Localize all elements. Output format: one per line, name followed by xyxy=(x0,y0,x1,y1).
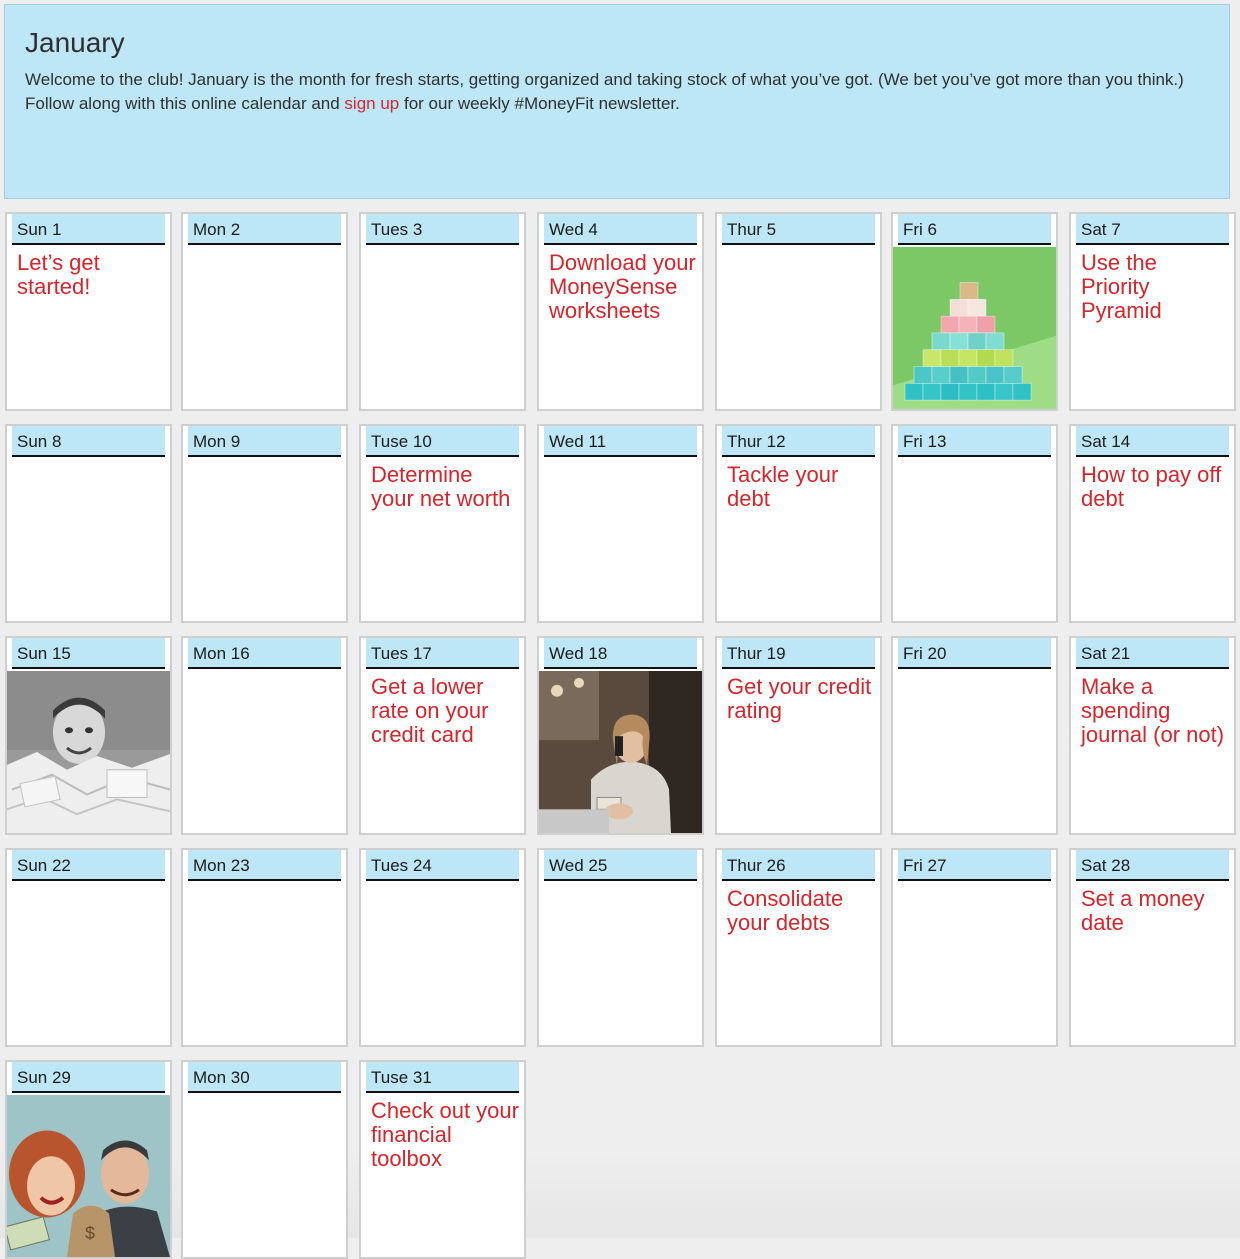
calendar-day-cell xyxy=(715,212,882,411)
day-label: Wed 11 xyxy=(549,432,607,451)
calendar-day-cell xyxy=(359,848,526,1047)
calendar-day-cell[interactable] xyxy=(1069,424,1236,623)
man-in-paperwork-photo[interactable] xyxy=(7,671,170,833)
day-header xyxy=(1076,426,1229,457)
day-label: Wed 18 xyxy=(549,644,608,663)
calendar-day-cell[interactable] xyxy=(359,636,526,835)
day-header xyxy=(188,426,341,457)
day-header xyxy=(12,638,165,669)
day-label: Mon 16 xyxy=(193,644,250,663)
calendar-day-cell xyxy=(181,636,348,835)
day-header xyxy=(722,426,875,457)
day-label: Fri 6 xyxy=(903,220,937,239)
day-label: Mon 9 xyxy=(193,432,241,451)
day-header xyxy=(544,426,697,457)
calendar-day-cell[interactable] xyxy=(1069,636,1236,835)
day-header xyxy=(898,850,1051,881)
day-topic-link[interactable]: Use the Priority Pyramid xyxy=(1081,250,1162,323)
calendar-day-cell[interactable] xyxy=(537,636,704,835)
intro-text-end: for our weekly #MoneyFit newsletter. xyxy=(399,94,680,113)
sign-up-link[interactable]: sign up xyxy=(344,94,400,113)
month-header xyxy=(4,4,1230,199)
calendar-day-cell[interactable] xyxy=(1069,848,1236,1047)
day-header xyxy=(722,850,875,881)
calendar-day-cell xyxy=(537,848,704,1047)
day-label: Sun 8 xyxy=(17,432,62,451)
day-label: Mon 23 xyxy=(193,856,250,875)
month-title: January xyxy=(25,27,125,58)
day-label: Sun 22 xyxy=(17,856,71,875)
calendar-day-cell xyxy=(891,636,1058,835)
day-label: Thur 26 xyxy=(727,856,786,875)
day-label: Tues 3 xyxy=(371,220,423,239)
day-topic-link[interactable]: Consolidate your debts xyxy=(727,886,844,935)
day-topic-link[interactable]: How to pay off debt xyxy=(1081,462,1222,511)
calendar-day-cell xyxy=(181,424,348,623)
day-label: Thur 19 xyxy=(727,644,786,663)
day-label: Tuse 31 xyxy=(371,1068,432,1087)
cube-pyramid-photo[interactable] xyxy=(893,247,1056,409)
day-header xyxy=(12,850,165,881)
day-header xyxy=(544,214,697,245)
day-topic-link[interactable]: Get your credit rating xyxy=(727,674,872,723)
day-topic-link[interactable]: Check out your financial toolbox xyxy=(371,1098,519,1171)
woman-on-phone-with-card-photo[interactable] xyxy=(539,671,702,833)
day-header xyxy=(722,638,875,669)
day-label: Fri 13 xyxy=(903,432,947,451)
svg-text:$: $ xyxy=(85,1223,96,1244)
day-label: Tuse 10 xyxy=(371,432,432,451)
day-label: Thur 5 xyxy=(727,220,777,239)
day-topic-link[interactable]: Make a spending journal (or not) xyxy=(1081,674,1225,747)
day-header xyxy=(544,850,697,881)
day-header xyxy=(366,214,519,245)
day-label: Tues 17 xyxy=(371,644,432,663)
calendar-day-cell[interactable] xyxy=(891,212,1058,411)
day-header xyxy=(366,850,519,881)
intro-text: Welcome to the club! January is the month for fresh starts, getting organized and taking stock of what you’ve got. (We bet you’ve got more than you think.) Follow along with this online calendar and xyxy=(25,70,1184,113)
day-topic-link[interactable]: Set a money date xyxy=(1081,886,1205,935)
day-header xyxy=(898,426,1051,457)
day-header xyxy=(722,214,875,245)
month-intro xyxy=(25,68,1205,116)
calendar-day-cell xyxy=(359,212,526,411)
day-label: Fri 20 xyxy=(903,644,947,663)
day-header xyxy=(366,638,519,669)
day-label: Sun 29 xyxy=(17,1068,71,1087)
day-header xyxy=(12,214,165,245)
day-label: Mon 2 xyxy=(193,220,241,239)
calendar-day-cell[interactable] xyxy=(359,1060,526,1259)
day-header xyxy=(898,214,1051,245)
day-label: Sat 21 xyxy=(1081,644,1131,663)
day-label: Sun 15 xyxy=(17,644,71,663)
day-header xyxy=(366,426,519,457)
calendar-day-cell xyxy=(891,424,1058,623)
calendar-day-cell[interactable] xyxy=(1069,212,1236,411)
calendar-day-cell[interactable] xyxy=(5,1060,172,1259)
day-header xyxy=(188,214,341,245)
day-header xyxy=(544,638,697,669)
day-header xyxy=(1076,214,1229,245)
day-header xyxy=(12,1062,165,1093)
day-topic-link[interactable]: Determine your net worth xyxy=(371,462,511,511)
day-topic-link[interactable]: Tackle your debt xyxy=(727,462,839,511)
day-label: Sat 28 xyxy=(1081,856,1131,875)
day-label: Wed 4 xyxy=(549,220,598,239)
day-header xyxy=(188,1062,341,1093)
calendar-day-cell[interactable] xyxy=(5,212,172,411)
calendar-day-cell xyxy=(5,848,172,1047)
day-header xyxy=(898,638,1051,669)
couple-with-money-photo[interactable] xyxy=(7,1095,170,1257)
day-header xyxy=(12,426,165,457)
day-topic-link[interactable]: Get a lower rate on your credit card xyxy=(371,674,489,747)
day-header xyxy=(188,638,341,669)
day-header xyxy=(1076,638,1229,669)
day-label: Sun 1 xyxy=(17,220,62,239)
calendar-day-cell xyxy=(181,212,348,411)
day-label: Sat 14 xyxy=(1081,432,1131,451)
calendar-day-cell xyxy=(181,1060,348,1259)
calendar-day-cell xyxy=(537,424,704,623)
day-label: Sat 7 xyxy=(1081,220,1121,239)
day-topic-link[interactable]: Download your MoneySense worksheets xyxy=(549,250,696,323)
calendar-day-cell[interactable] xyxy=(5,636,172,835)
day-header xyxy=(366,1062,519,1093)
day-label: Tues 24 xyxy=(371,856,432,875)
day-label: Wed 25 xyxy=(549,856,608,875)
day-label: Mon 30 xyxy=(193,1068,250,1087)
calendar-day-cell[interactable] xyxy=(715,848,882,1047)
day-topic-link[interactable]: Let’s get started! xyxy=(17,250,100,299)
calendar-day-cell[interactable] xyxy=(715,424,882,623)
day-label: Fri 27 xyxy=(903,856,947,875)
calendar-day-cell[interactable] xyxy=(715,636,882,835)
calendar-day-cell[interactable] xyxy=(359,424,526,623)
calendar-day-cell xyxy=(181,848,348,1047)
day-header xyxy=(188,850,341,881)
day-header xyxy=(1076,850,1229,881)
day-label: Thur 12 xyxy=(727,432,786,451)
calendar-day-cell xyxy=(891,848,1058,1047)
calendar-day-cell[interactable] xyxy=(537,212,704,411)
calendar-day-cell xyxy=(5,424,172,623)
